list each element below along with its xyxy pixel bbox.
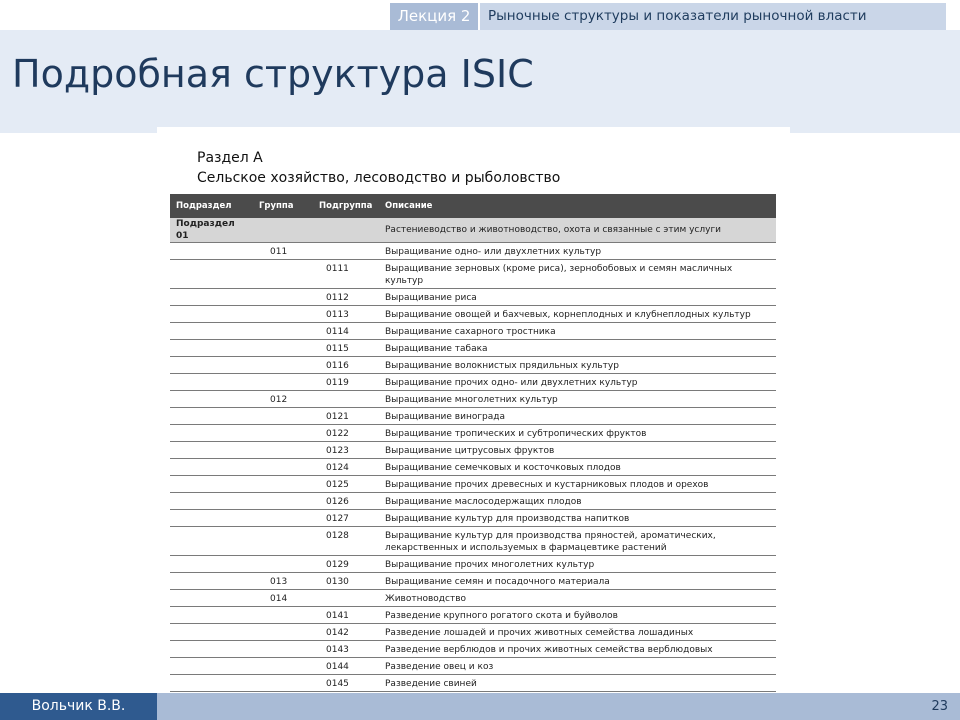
cell-subgroup: 0111 [313, 260, 379, 289]
cell-group [253, 510, 313, 527]
lecture-topic: Рыночные структуры и показатели рыночной власти [480, 3, 946, 30]
cell-description: Разведение крупного рогатого скота и буйволов [379, 607, 776, 624]
cell-description: Разведение овец и коз [379, 658, 776, 675]
table-row [170, 493, 776, 510]
cell-part [170, 340, 253, 357]
header-group: Группа [253, 194, 313, 218]
cell-subgroup: 0144 [313, 658, 379, 675]
cell-subgroup [313, 391, 379, 408]
cell-description: Выращивание прочих многолетних культур [379, 556, 776, 573]
cell-description: Выращивание зерновых (кроме риса), зернобобовых и семян масличных культур [379, 260, 776, 289]
table-row [170, 391, 776, 408]
cell-part [170, 425, 253, 442]
cell-description: Выращивание культур для производства напитков [379, 510, 776, 527]
cell-group [253, 607, 313, 624]
cell-part [170, 573, 253, 590]
cell-description: Выращивание табака [379, 340, 776, 357]
cell-description: Разведение верблюдов и прочих животных семейства верблюдовых [379, 641, 776, 658]
cell-description: Растениеводство и животноводство, охота и связанные с этим услуги [379, 218, 776, 243]
table-row [170, 340, 776, 357]
cell-description: Выращивание прочих древесных и кустарниковых плодов и орехов [379, 476, 776, 493]
cell-subgroup: 0126 [313, 493, 379, 510]
cell-part [170, 658, 253, 675]
section-name: Раздел А [197, 150, 263, 166]
cell-part [170, 476, 253, 493]
cell-subgroup: 0124 [313, 459, 379, 476]
cell-subgroup: 0113 [313, 306, 379, 323]
cell-part [170, 289, 253, 306]
cell-subgroup: 0142 [313, 624, 379, 641]
cell-description: Выращивание тропических и субтропических фруктов [379, 425, 776, 442]
cell-description: Выращивание цитрусовых фруктов [379, 442, 776, 459]
cell-group [253, 306, 313, 323]
cell-subgroup: 0121 [313, 408, 379, 425]
cell-part [170, 527, 253, 556]
cell-description: Выращивание многолетних культур [379, 391, 776, 408]
table-row [170, 510, 776, 527]
table-row [170, 442, 776, 459]
cell-group [253, 675, 313, 692]
cell-group [253, 459, 313, 476]
cell-group [253, 340, 313, 357]
cell-part [170, 260, 253, 289]
cell-part [170, 459, 253, 476]
table-row [170, 260, 776, 289]
top-bar [0, 0, 960, 30]
cell-part [170, 624, 253, 641]
cell-subgroup: 0130 [313, 573, 379, 590]
table-row [170, 607, 776, 624]
cell-description: Выращивание культур для производства пряностей, ароматических, лекарственных и используемых в фармацевтике растений [379, 527, 776, 556]
cell-subgroup: 0122 [313, 425, 379, 442]
section-description: Сельское хозяйство, лесоводство и рыболовство [197, 170, 561, 186]
cell-part [170, 357, 253, 374]
cell-group [253, 641, 313, 658]
table-row [170, 243, 776, 260]
cell-subgroup: 0143 [313, 641, 379, 658]
cell-group: 011 [253, 243, 313, 260]
cell-group [253, 323, 313, 340]
cell-part [170, 590, 253, 607]
cell-group [253, 442, 313, 459]
cell-description: Выращивание маслосодержащих плодов [379, 493, 776, 510]
cell-part [170, 374, 253, 391]
table-row [170, 306, 776, 323]
cell-description: Разведение лошадей и прочих животных семейства лошадиных [379, 624, 776, 641]
table-row [170, 357, 776, 374]
table-row [170, 658, 776, 675]
cell-subgroup [313, 590, 379, 607]
table-row [170, 675, 776, 692]
table-body [170, 218, 776, 692]
header-part: Подраздел [170, 194, 253, 218]
cell-group [253, 374, 313, 391]
cell-group: 013 [253, 573, 313, 590]
table-row [170, 374, 776, 391]
author-label: Вольчик В.В. [0, 693, 157, 720]
table-header-row [170, 194, 776, 218]
cell-group [253, 476, 313, 493]
cell-group [253, 357, 313, 374]
cell-subgroup: 0141 [313, 607, 379, 624]
cell-subgroup: 0112 [313, 289, 379, 306]
header-description: Описание [379, 194, 776, 218]
lecture-label: Лекция 2 [390, 3, 478, 30]
header-subgroup: Подгруппа [313, 194, 379, 218]
table-row [170, 590, 776, 607]
cell-part [170, 408, 253, 425]
cell-group [253, 493, 313, 510]
cell-group [253, 260, 313, 289]
table-row [170, 425, 776, 442]
table-row [170, 641, 776, 658]
cell-subgroup [313, 243, 379, 260]
cell-part [170, 493, 253, 510]
cell-subgroup: 0128 [313, 527, 379, 556]
cell-subgroup: 0115 [313, 340, 379, 357]
cell-part: Подраздел 01 [170, 218, 253, 243]
table-row [170, 556, 776, 573]
cell-group [253, 556, 313, 573]
cell-part [170, 306, 253, 323]
cell-description: Выращивание прочих одно- или двухлетних культур [379, 374, 776, 391]
isic-table [170, 194, 776, 692]
cell-subgroup: 0116 [313, 357, 379, 374]
table-row [170, 289, 776, 306]
cell-part [170, 243, 253, 260]
cell-subgroup: 0123 [313, 442, 379, 459]
cell-group [253, 527, 313, 556]
cell-description: Выращивание винограда [379, 408, 776, 425]
table-row [170, 527, 776, 556]
table-row [170, 408, 776, 425]
cell-description: Животноводство [379, 590, 776, 607]
cell-part [170, 675, 253, 692]
cell-part [170, 442, 253, 459]
table-row [170, 459, 776, 476]
cell-group: 014 [253, 590, 313, 607]
page-number: 23 [931, 699, 948, 714]
cell-group [253, 624, 313, 641]
cell-part [170, 641, 253, 658]
table-row [170, 218, 776, 243]
cell-description: Выращивание семян и посадочного материала [379, 573, 776, 590]
cell-part [170, 323, 253, 340]
cell-subgroup [313, 218, 379, 243]
cell-description: Разведение свиней [379, 675, 776, 692]
slide-title: Подробная структура ISIC [12, 52, 534, 96]
cell-group [253, 289, 313, 306]
cell-part [170, 607, 253, 624]
table-row [170, 476, 776, 493]
cell-part [170, 510, 253, 527]
table-row [170, 573, 776, 590]
cell-description: Выращивание риса [379, 289, 776, 306]
cell-subgroup: 0125 [313, 476, 379, 493]
cell-group [253, 408, 313, 425]
cell-description: Выращивание одно- или двухлетних культур [379, 243, 776, 260]
cell-group [253, 658, 313, 675]
cell-description: Выращивание волокнистых прядильных культур [379, 357, 776, 374]
cell-subgroup: 0145 [313, 675, 379, 692]
cell-group: 012 [253, 391, 313, 408]
cell-subgroup: 0119 [313, 374, 379, 391]
cell-part [170, 391, 253, 408]
cell-subgroup: 0127 [313, 510, 379, 527]
cell-subgroup: 0129 [313, 556, 379, 573]
cell-subgroup: 0114 [313, 323, 379, 340]
cell-part [170, 556, 253, 573]
cell-description: Выращивание семечковых и косточковых плодов [379, 459, 776, 476]
table-row [170, 323, 776, 340]
cell-description: Выращивание сахарного тростника [379, 323, 776, 340]
cell-group [253, 218, 313, 243]
cell-group [253, 425, 313, 442]
table-row [170, 624, 776, 641]
cell-description: Выращивание овощей и бахчевых, корнеплодных и клубнеплодных культур [379, 306, 776, 323]
